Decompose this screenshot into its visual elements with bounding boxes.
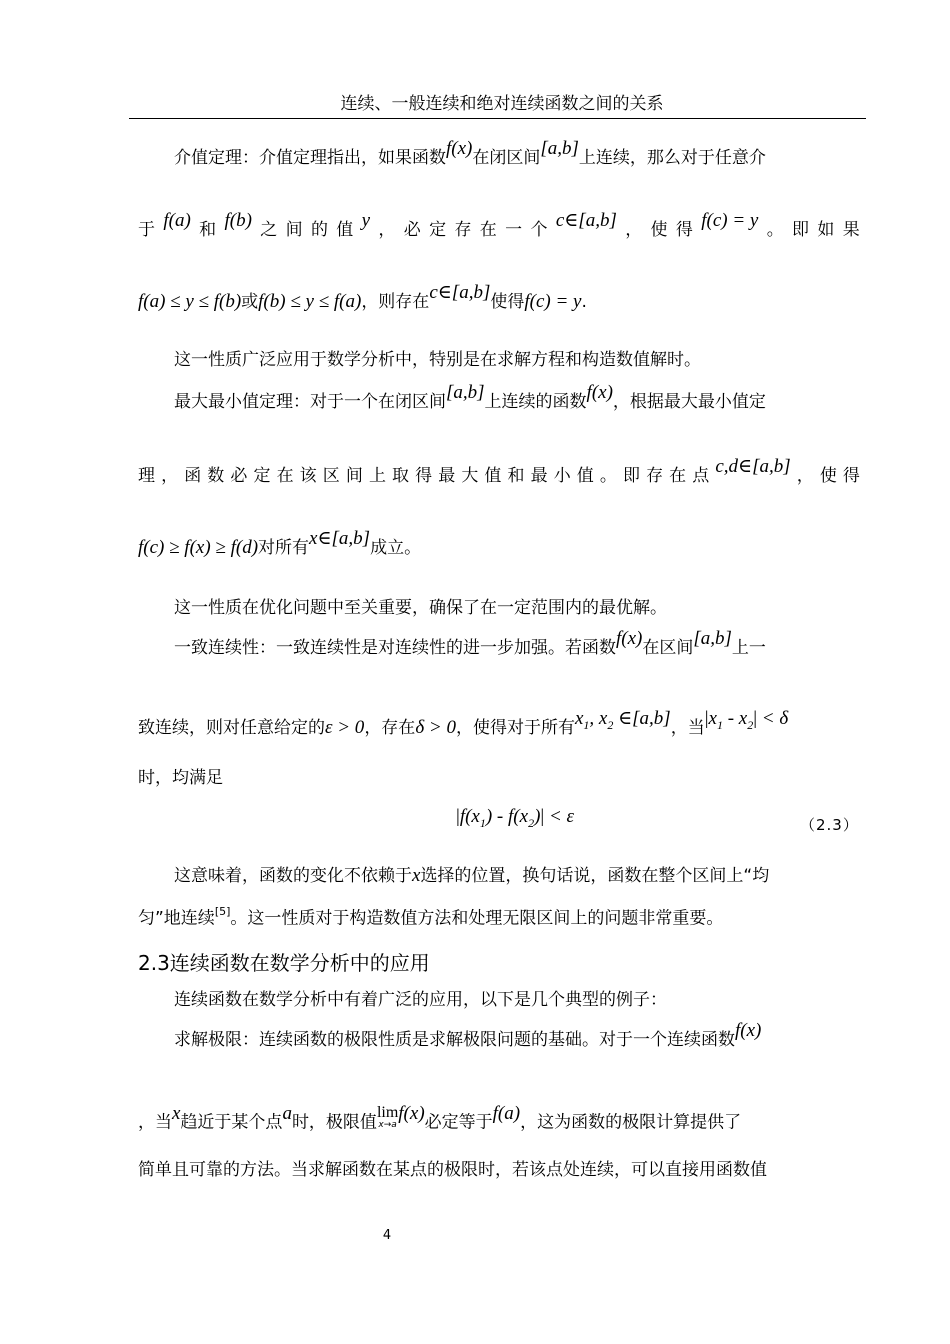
math: c∈[a,b] [555, 210, 617, 231]
text: 成立。 [370, 538, 422, 558]
text: 匀”地连续 [138, 908, 215, 929]
math: f(x) [586, 382, 613, 403]
text: 大 [461, 466, 479, 486]
text: 和 [507, 466, 525, 486]
text: ， [378, 220, 396, 240]
subscript: 1 [583, 717, 590, 732]
text: ，使得对于所有 [455, 718, 575, 738]
text: 存 [646, 466, 664, 486]
text: ) [534, 806, 541, 827]
text: 在 [276, 466, 294, 486]
text: 这意味着，函数的变化不依赖于 [174, 866, 412, 886]
math: x [412, 865, 421, 886]
math: a [282, 1102, 292, 1124]
text: | [540, 806, 545, 827]
math: f(a) [163, 210, 191, 231]
math: f(c) = y [524, 291, 582, 312]
text: 小 [553, 466, 571, 486]
math: f(x) [735, 1020, 762, 1041]
header-rule [129, 118, 866, 119]
text: 点 [692, 466, 710, 486]
lim-subscript: x→a [378, 1120, 397, 1130]
uc-line-1 [174, 628, 860, 660]
text: 使 [650, 220, 668, 240]
text: 的 [310, 220, 328, 240]
limit-operator [377, 1106, 398, 1131]
text: 值 [576, 466, 594, 486]
math: [a,b] [540, 138, 579, 159]
subscript: 1 [479, 815, 486, 830]
text: 定 [253, 466, 271, 486]
text: 使得 [490, 292, 525, 312]
text: . [581, 292, 587, 312]
text: 致连续，则对任意给定的 [138, 718, 325, 738]
evt-line-4: 这一性质在优化问题中至关重要，确保了在一定范围内的最优解。 [174, 598, 667, 618]
page-number: 4 [382, 1228, 392, 1243]
section-heading: 2.3连续函数在数学分析中的应用 [138, 951, 430, 975]
evt-line-3 [138, 528, 860, 560]
math: c∈[a,b] [429, 282, 491, 303]
math: f(a) ≤ y ≤ f(b) [138, 291, 242, 312]
text: 即 [792, 220, 810, 240]
text: 求解极限：连续函数的极限性质是求解极限问题的基础。对于一个连续函数 [174, 1030, 735, 1050]
text: 上连续，那么对于任意介 [578, 148, 766, 168]
text: 一 [505, 220, 523, 240]
text: 值 [484, 466, 502, 486]
text: 个 [530, 220, 548, 240]
text: 上连续的函数 [484, 392, 587, 412]
ivt-line-3 [138, 282, 860, 314]
text: ，根据最大最小值定 [612, 392, 766, 412]
ivt-line-2 [138, 210, 860, 242]
subscript: 2 [747, 717, 754, 732]
text: | [456, 806, 460, 827]
text: ，则存在 [361, 292, 430, 312]
text: 在区间 [642, 638, 694, 658]
text: ，当 [670, 718, 705, 738]
uc-line-4 [174, 864, 860, 888]
text: - x [722, 708, 748, 729]
math: f(x) [446, 138, 473, 159]
lim-text: lim [376, 1104, 399, 1121]
text: 区 [322, 466, 340, 486]
text: 最大最小值定理：对于一个在闭区间 [174, 392, 446, 412]
text: 数 [207, 466, 225, 486]
math: f(b) ≤ y ≤ f(a) [258, 291, 362, 312]
text: 于 [138, 220, 155, 240]
text: 取 [392, 466, 410, 486]
math: [a,b] [446, 382, 485, 403]
math: f(x) [616, 628, 643, 649]
math: c,d∈[a,b] [715, 456, 791, 477]
text: 存 [454, 220, 472, 240]
math: f(x) [398, 1102, 425, 1124]
text: 选择的位置，换句话说，函数在整个区间上“均 [420, 866, 770, 886]
uc-line-2 [138, 708, 860, 746]
text: 果 [842, 220, 860, 240]
text: x [708, 708, 717, 729]
text: | [753, 708, 758, 729]
text: 如 [817, 220, 835, 240]
equation-2-3 [456, 804, 574, 836]
text: ∈[a,b] [613, 708, 671, 729]
text: ， [625, 220, 643, 240]
text: 上一 [731, 638, 766, 658]
text: 理 [138, 466, 155, 486]
limit-line-2 [138, 1102, 860, 1135]
text: 该 [299, 466, 317, 486]
text: 趋近于某个点 [180, 1112, 283, 1133]
text: 之 [260, 220, 278, 240]
subscript: 2 [528, 815, 535, 830]
equation-number: （2.3） [800, 816, 859, 834]
running-header: 连续、一般连续和绝对连续函数之间的关系 [340, 94, 664, 114]
text: 对所有 [258, 538, 310, 558]
text: 或 [241, 292, 259, 312]
text: 最 [438, 466, 456, 486]
math: f(c) = y [701, 210, 759, 231]
text: 时，极限值 [291, 1112, 377, 1133]
text: ， [796, 466, 814, 486]
text: 在 [669, 466, 687, 486]
math: f(c) ≥ f(x) ≥ f(d) [138, 537, 259, 558]
text: ，存在 [364, 718, 416, 738]
math [574, 708, 671, 732]
math: δ > 0 [415, 717, 456, 738]
math: x∈[a,b] [309, 528, 371, 549]
text: ， [161, 466, 179, 486]
text: ，当 [138, 1112, 172, 1133]
text: 即 [622, 466, 640, 486]
evt-line-2 [138, 456, 860, 488]
text: 得 [842, 466, 860, 486]
text: 上 [368, 466, 386, 486]
ivt-line-1 [174, 138, 860, 170]
text: 间 [285, 220, 303, 240]
text: , x [589, 708, 608, 729]
text: 函 [184, 466, 202, 486]
text: 值 [336, 220, 354, 240]
text: 。 [766, 220, 784, 240]
uc-line-3: 时，均满足 [138, 768, 223, 788]
text: ，这为函数的极限计算提供了 [520, 1112, 742, 1133]
citation[interactable]: [5] [214, 905, 231, 918]
section-intro: 连续函数在数学分析中有着广泛的应用，以下是几个典型的例子： [174, 990, 667, 1010]
limit-line-1 [174, 1020, 860, 1052]
text: 得 [415, 466, 433, 486]
text: 定 [429, 220, 447, 240]
text: 使 [819, 466, 837, 486]
math: y [361, 210, 371, 231]
text: 最 [530, 466, 548, 486]
text: 介值定理：介值定理指出，如果函数 [174, 148, 446, 168]
text: 得 [675, 220, 693, 240]
text: x [574, 708, 584, 729]
text: 。这一性质对于构造数值方法和处理无限区间上的问题非常重要。 [230, 908, 724, 929]
math: f(a) [492, 1102, 521, 1124]
evt-line-1 [174, 382, 860, 414]
text: < ε [544, 806, 575, 827]
text: 间 [345, 466, 363, 486]
text: 在 [479, 220, 497, 240]
text: < δ [757, 708, 789, 729]
text: 必定等于 [424, 1112, 493, 1133]
text: 一致连续性：一致连续性是对连续性的进一步加强。若函数 [174, 638, 616, 658]
text: f(x [459, 806, 480, 827]
text: 必 [403, 220, 421, 240]
subscript: 1 [716, 717, 723, 732]
text: 。 [599, 466, 617, 486]
text: 在闭区间 [472, 148, 541, 168]
math [704, 708, 789, 732]
text: | [704, 708, 709, 729]
text: 必 [230, 466, 248, 486]
uc-line-5 [138, 902, 860, 931]
math: f(b) [224, 210, 252, 231]
math: [a,b] [693, 628, 732, 649]
math: ε > 0 [325, 717, 365, 738]
text: ) - f(x [485, 806, 529, 827]
ivt-line-4: 这一性质广泛应用于数学分析中，特别是在求解方程和构造数值解时。 [174, 350, 701, 370]
math: x [172, 1102, 181, 1124]
text: 和 [199, 220, 217, 240]
limit-line-3: 简单且可靠的方法。当求解函数在某点的极限时，若该点处连续，可以直接用函数值 [138, 1160, 767, 1180]
subscript: 2 [607, 717, 614, 732]
